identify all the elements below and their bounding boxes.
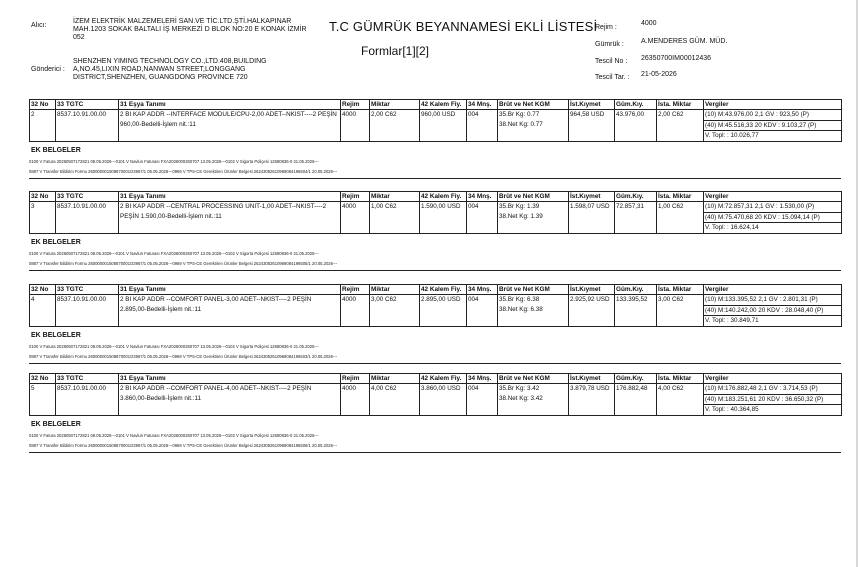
gonderici-line-2: A,NO.45,LIXIN ROAD,NANWAN STREET,LONGGANG [73,66,246,73]
item-rejim: 4000 [341,202,370,234]
column-header: Güm.Kıy. [615,285,657,295]
gumruk-value: A.MENDERES GÜM. MÜD. [641,38,728,45]
ek-belgeler-title: EK BELGELER [31,421,81,428]
item-net-kg: 38.Net Kg: 1.39 [499,213,543,220]
column-header: İsta. Miktar [657,374,704,384]
table-row [30,384,842,416]
column-header: Rejim [341,192,370,202]
item-vergi-line: (10) M:43.976,00 2,1 GV : 923,50 (P) [704,110,841,121]
ek-belgeler-title: EK BELGELER [31,147,81,154]
item-mense: 004 [467,202,498,234]
item-vergiler [704,384,842,416]
item-istatistiki-miktar: 3,00 C62 [657,295,704,327]
column-header: 42 Kalem Fiy. [420,192,467,202]
column-header: İst.Kıymet [569,192,615,202]
alici-line-1: İZEM ELEKTRİK MALZEMELERİ SAN.VE TİC.LTD.ŞTİ.HALKAPINAR [73,18,292,25]
item-net-kg: 38.Net Kg: 6.38 [499,306,543,313]
column-header: Vergiler [704,285,842,295]
column-header: Rejim [341,100,370,110]
column-header: Brüt ve Net KGM [498,100,569,110]
item-brut-kg: 35.Br Kg: 0.77 [499,111,540,118]
item-rejim: 4000 [341,295,370,327]
item-miktar: 4,00 C62 [370,384,420,416]
column-header: Vergiler [704,192,842,202]
tescil-no-value: 26350700IM00012436 [641,55,712,62]
item-gumruk-kiymeti: 176.882,48 [615,384,657,416]
item-miktar: 3,00 C62 [370,295,420,327]
column-header: 31 Eşya Tanımı [119,285,341,295]
column-header: 31 Eşya Tanımı [119,192,341,202]
column-header: Brüt ve Net KGM [498,374,569,384]
item-kalem-fiyat: 1.590,00 USD [420,202,467,234]
column-header: Miktar [370,285,420,295]
item-divider [29,178,841,179]
ek-belge-line: 0100 V Fatura 20260507172821 08.05.2026---0101 V Navlun Faturası FXA2026000260707 13.05.2026---0102 V Sigorta Poliçesi 12680836-0 21.05.2026--- [29,251,319,256]
item-vergi-toplam: V. Topl: : 10.026,77 [705,132,759,139]
item-gumruk-kiymeti: 133.395,52 [615,295,657,327]
column-header: 31 Eşya Tanımı [119,100,341,110]
ek-belge-line: 0100 V Fatura 20260507172821 08.05.2026---0101 V Navlun Faturası FXA2026000260707 13.05.2026---0102 V Sigorta Poliçesi 12680836-0 21.05.2026--- [29,344,319,349]
item-vergi-line: (40) M:45.516,33 20 KDV : 9.103,27 (P) [704,121,841,132]
column-header: 42 Kalem Fiy. [420,374,467,384]
item-vergiler [704,202,842,234]
column-header: 32 No [30,100,56,110]
item-number: 4 [30,295,56,327]
ek-belge-line: 0887 V Transfer Bildirim Formu 260000001508870001O3967/1 05.05.2026---0969 V TPS-CE Gerektiren Ürünler Belgesi 26243082610969084196503/1 20.05.2026--- [29,354,338,359]
alici-label: Alıcı: [31,22,47,29]
alici-line-3: 052 [73,34,85,41]
column-header: 34 Mnş. [467,192,498,202]
item-tgtc: 8537.10.91.00.00 [56,110,119,142]
item-vergiler [704,295,842,327]
item-gumruk-kiymeti: 43.976,00 [615,110,657,142]
column-header: Miktar [370,374,420,384]
item-kalem-fiyat: 2.895,00 USD [420,295,467,327]
item-istatistiki-miktar: 2,00 C62 [657,110,704,142]
column-header: Güm.Kıy. [615,192,657,202]
column-header: İsta. Miktar [657,100,704,110]
item-gumruk-kiymeti: 72.857,31 [615,202,657,234]
item-vergi-line: (10) M:72.857,31 2,1 GV : 1.530,00 (P) [704,202,841,213]
ek-belge-line: 0887 V Transfer Bildirim Formu 260000001508870001O3967/1 05.05.2026---0969 V TPS-CE Gerektiren Ürünler Belgesi 26243082610969084196504/1 20.05.2026--- [29,169,338,174]
item-brut-kg: 35.Br Kg: 1.39 [499,203,540,210]
column-header: Rejim [341,374,370,384]
item-table [29,373,842,416]
column-header: 33 TGTC [56,374,119,384]
item-istatistiki-kiymet: 2.925,92 USD [569,295,615,327]
item-rejim: 4000 [341,384,370,416]
item-vergi-toplam: V. Topl: : 30.849,71 [705,317,759,324]
item-istatistiki-miktar: 4,00 C62 [657,384,704,416]
column-header: İsta. Miktar [657,192,704,202]
column-header: 32 No [30,285,56,295]
item-header-row [30,374,842,384]
ek-belge-line: 0100 V Fatura 20260507172821 08.05.2026---0101 V Navlun Faturası FXA2026000260707 13.05.2026---0102 V Sigorta Poliçesi 12680836-0 21.05.2026--- [29,159,319,164]
item-divider [29,270,841,271]
tescil-tar-value: 21-05-2026 [641,71,677,78]
column-header: İsta. Miktar [657,285,704,295]
column-header: 33 TGTC [56,192,119,202]
gumruk-label: Gümrük : [595,41,624,48]
item-istatistiki-kiymet: 3.879,78 USD [569,384,615,416]
column-header: Miktar [370,100,420,110]
gonderici-label: Gönderici : [31,66,65,73]
item-weights [498,110,569,142]
column-header: 32 No [30,374,56,384]
column-header: 33 TGTC [56,285,119,295]
item-number: 3 [30,202,56,234]
item-kalem-fiyat: 960,00 USD [420,110,467,142]
column-header: 33 TGTC [56,100,119,110]
table-row [30,202,842,234]
table-row [30,295,842,327]
column-header: İst.Kıymet [569,100,615,110]
ek-belge-line: 0887 V Transfer Bildirim Formu 260000001508870001O3967/1 05.05.2026---0969 V TPS-CE Gerektiren Ürünler Belgesi 26243082610969084196506/1 20.05.2026--- [29,443,338,448]
rejim-value: 4000 [641,20,657,27]
alici-line-2: MAH.1203 SOKAK BALTALI İŞ MERKEZİ D BLOK NO:20 E KONAK İZMİR [73,26,307,33]
item-table [29,191,842,234]
item-tgtc: 8537.10.91.00.00 [56,295,119,327]
item-divider [29,363,841,364]
item-vergi-line: (40) M:183.251,61 20 KDV : 36.650,32 (P) [704,395,841,406]
item-vergi-line: (40) M:75.470,68 20 KDV : 15.094,14 (P) [704,213,841,224]
table-row [30,110,842,142]
column-header: 32 No [30,192,56,202]
item-vergiler [704,110,842,142]
column-header: İst.Kıymet [569,285,615,295]
item-net-kg: 38.Net Kg: 3.42 [499,395,543,402]
ek-belge-line: 0100 V Fatura 20260507172821 08.05.2026---0101 V Navlun Faturası FXA2026000260707 13.05.2026---0102 V Sigorta Poliçesi 12680836-0 21.05.2026--- [29,433,319,438]
column-header: Brüt ve Net KGM [498,285,569,295]
item-vergi-toplam: V. Topl: : 16.624,14 [705,224,759,231]
item-number: 5 [30,384,56,416]
item-mense: 004 [467,110,498,142]
column-header: 31 Eşya Tanımı [119,374,341,384]
item-header-row [30,285,842,295]
item-istatistiki-kiymet: 964,58 USD [569,110,615,142]
item-weights [498,202,569,234]
item-tgtc: 8537.10.91.00.00 [56,384,119,416]
ek-belgeler-title: EK BELGELER [31,239,81,246]
item-mense: 004 [467,384,498,416]
column-header: Vergiler [704,374,842,384]
item-description: 2 BI KAP ADDR --INTERFACE MODULE/CPU-2,00 ADET--NKIST----2 PEŞİN 960,00-Bedelli-İşlem nit.:11 [119,110,341,142]
item-kalem-fiyat: 3.860,00 USD [420,384,467,416]
gonderici-line-3: DISTRICT,SHENZHEN, GUANGDONG PROVINCE 720 [73,74,248,81]
gonderici-line-1: SHENZHEN YIMING TECHNOLOGY CO.,LTD.408,BUILDING [73,58,267,65]
item-weights [498,384,569,416]
item-miktar: 2,00 C62 [370,110,420,142]
item-brut-kg: 35.Br Kg: 6.38 [499,296,540,303]
item-miktar: 1,00 C62 [370,202,420,234]
column-header: 34 Mnş. [467,374,498,384]
item-description: 2 BI KAP ADDR --COMFORT PANEL-3,00 ADET--NKIST----2 PEŞİN 2.895,00-Bedelli-İşlem nit.:11 [119,295,341,327]
item-table [29,284,842,327]
document-title: T.C GÜMRÜK BEYANNAMESİ EKLİ LİSTESİ [329,19,598,34]
column-header: Brüt ve Net KGM [498,192,569,202]
column-header: 42 Kalem Fiy. [420,285,467,295]
tescil-tar-label: Tescil Tar. : [595,74,630,81]
item-divider [29,452,841,453]
item-header-row [30,192,842,202]
item-vergi-line: (40) M:140.242,00 20 KDV : 28.048,40 (P) [704,306,841,317]
item-istatistiki-miktar: 1,00 C62 [657,202,704,234]
column-header: 34 Mnş. [467,285,498,295]
column-header: Vergiler [704,100,842,110]
column-header: Rejim [341,285,370,295]
tescil-no-label: Tescil No : [595,58,628,65]
item-tgtc: 8537.10.91.00.00 [56,202,119,234]
item-brut-kg: 35.Br Kg: 3.42 [499,385,540,392]
item-istatistiki-kiymet: 1.598,07 USD [569,202,615,234]
ek-belge-line: 0887 V Transfer Bildirim Formu 260000001508870001O3967/1 05.05.2026---0969 V TPS-CE Gerektiren Ürünler Belgesi 26243082610969084196505/1 20.05.2026--- [29,261,338,266]
item-description: 2 BI KAP ADDR --COMFORT PANEL-4,00 ADET--NKIST----2 PEŞİN 3.860,00-Bedelli-İşlem nit.:11 [119,384,341,416]
column-header: Güm.Kıy. [615,100,657,110]
item-table [29,99,842,142]
column-header: Miktar [370,192,420,202]
column-header: İst.Kıymet [569,374,615,384]
item-rejim: 4000 [341,110,370,142]
column-header: Güm.Kıy. [615,374,657,384]
column-header: 34 Mnş. [467,100,498,110]
rejim-label: Rejim : [595,24,617,31]
item-net-kg: 38.Net Kg: 0.77 [499,121,543,128]
item-header-row [30,100,842,110]
item-vergi-line: (10) M:133.395,52 2,1 GV : 2.801,31 (P) [704,295,841,306]
item-vergi-toplam: V. Topl: : 40.364,85 [705,406,759,413]
ek-belgeler-title: EK BELGELER [31,332,81,339]
item-weights [498,295,569,327]
item-mense: 004 [467,295,498,327]
item-vergi-line: (10) M:176.882,48 2,1 GV : 3.714,53 (P) [704,384,841,395]
item-number: 2 [30,110,56,142]
column-header: 42 Kalem Fiy. [420,100,467,110]
item-description: 2 BI KAP ADDR --CENTRAL PROCESSING UNIT-1,00 ADET--NKIST----2 PEŞİN 1.590,00-Bedelli-İşlem nit.:11 [119,202,341,234]
document-subtitle: Formlar[1][2] [361,44,430,58]
